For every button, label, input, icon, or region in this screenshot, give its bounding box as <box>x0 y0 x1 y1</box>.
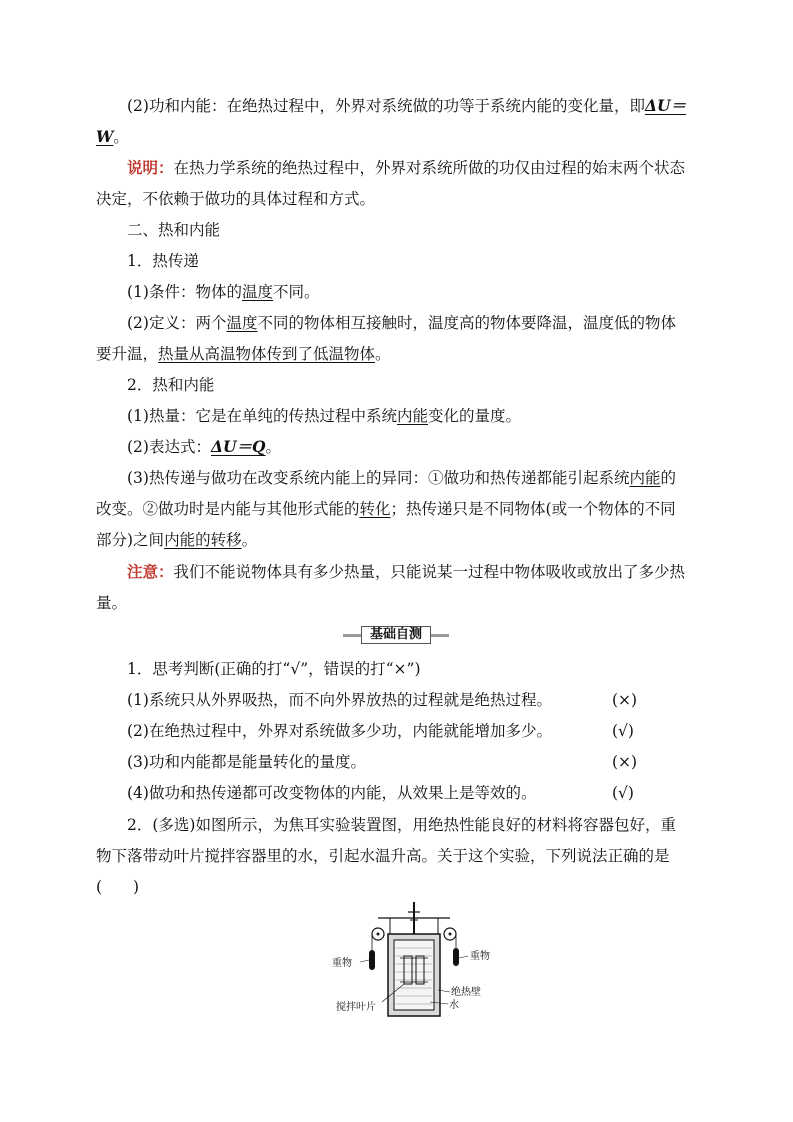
judgment-item-1: (1)系统只从外界吸热，而不向外界放热的过程就是绝热过程。 <box>127 691 552 709</box>
note-attention-cont: 量。 <box>96 594 128 612</box>
condition-line: (1)条件：物体的温度不同。 <box>127 283 320 301</box>
figure-label-right-weight: 重物 <box>470 951 490 962</box>
definition-line-cont: 要升温，热量从高温物体传到了低温物体。 <box>96 345 391 363</box>
definition-line: (2)定义：两个温度不同的物体相互接触时，温度高的物体要降温，温度低的物体 <box>127 314 676 332</box>
judgment-item-2: (2)在绝热过程中，外界对系统做多少功，内能就能增加多少。 <box>127 722 552 740</box>
judgment-item-3: (3)功和内能都是能量转化的量度。 <box>127 753 366 771</box>
heat-definition: (1)热量：它是在单纯的传热过程中系统内能变化的量度。 <box>127 407 521 425</box>
comparison-line-3: 部分)之间内能的转移。 <box>96 531 258 549</box>
expression-line: (2)表达式：ΔU＝Q。 <box>127 437 282 456</box>
note-explanation-cont: 决定，不依赖于做功的具体过程和方式。 <box>96 190 376 208</box>
question-2-line-2: 物下落带动叶片搅拌容器里的水，引起水温升高。关于这个实验，下列说法正确的是 <box>96 847 670 865</box>
comparison-line-2: 改变。②做功时是内能与其他形式能的转化；热传递只是不同物体(或一个物体的不同 <box>96 500 676 518</box>
note-attention-label: 注意： <box>127 562 174 581</box>
section-banner <box>343 626 449 644</box>
judgment-item-4: (4)做功和热传递都可改变物体的内能，从效果上是等效的。 <box>127 784 537 802</box>
note-attention: 注意：我们不能说物体具有多少热量，只能说某一过程中物体吸收或放出了多少热 <box>127 562 686 581</box>
question-1-title: 1．思考判断(正确的打“√”，错误的打“×”) <box>127 660 421 678</box>
section-heading: 二、热和内能 <box>127 221 221 239</box>
question-2-answer-blank: ( ) <box>96 878 140 896</box>
judgment-mark-2: (√) <box>612 722 634 740</box>
paragraph-work-internal-energy: (2)功和内能：在绝热过程中，外界对系统做的功等于系统内能的变化量，即ΔU＝ <box>127 96 687 115</box>
formula-delta-u: ΔU＝ <box>644 96 687 115</box>
judgment-mark-4: (√) <box>612 784 634 802</box>
question-2-line-1: 2．(多选)如图所示，为焦耳实验装置图，用绝热性能良好的材料将容器包好，重 <box>127 816 676 834</box>
comparison-line-1: (3)热传递与做功在改变系统内能上的异同：①做功和热传递都能引起系统内能的 <box>127 469 676 487</box>
joule-apparatus-figure <box>330 898 500 1030</box>
judgment-mark-1: (×) <box>612 691 638 709</box>
note-explanation: 说明：在热力学系统的绝热过程中，外界对系统所做的功仅由过程的始末两个状态 <box>127 158 686 177</box>
subsection-heat-transfer: 1．热传递 <box>127 252 199 270</box>
figure-label-water: 水 <box>449 1000 459 1011</box>
judgment-mark-3: (×) <box>612 753 638 771</box>
paragraph-continuation: W。 <box>96 127 129 146</box>
figure-label-paddle: 搅拌叶片 <box>336 1002 376 1013</box>
formula-w: W <box>96 127 114 146</box>
figure-label-left-weight: 重物 <box>332 958 352 969</box>
note-label: 说明： <box>127 158 174 177</box>
banner-title: 基础自测 <box>361 626 431 644</box>
subsection-heat-internal-energy: 2．热和内能 <box>127 376 215 394</box>
figure-label-wall: 绝热壁 <box>451 987 481 998</box>
formula-du-q: ΔU＝Q <box>210 437 266 456</box>
